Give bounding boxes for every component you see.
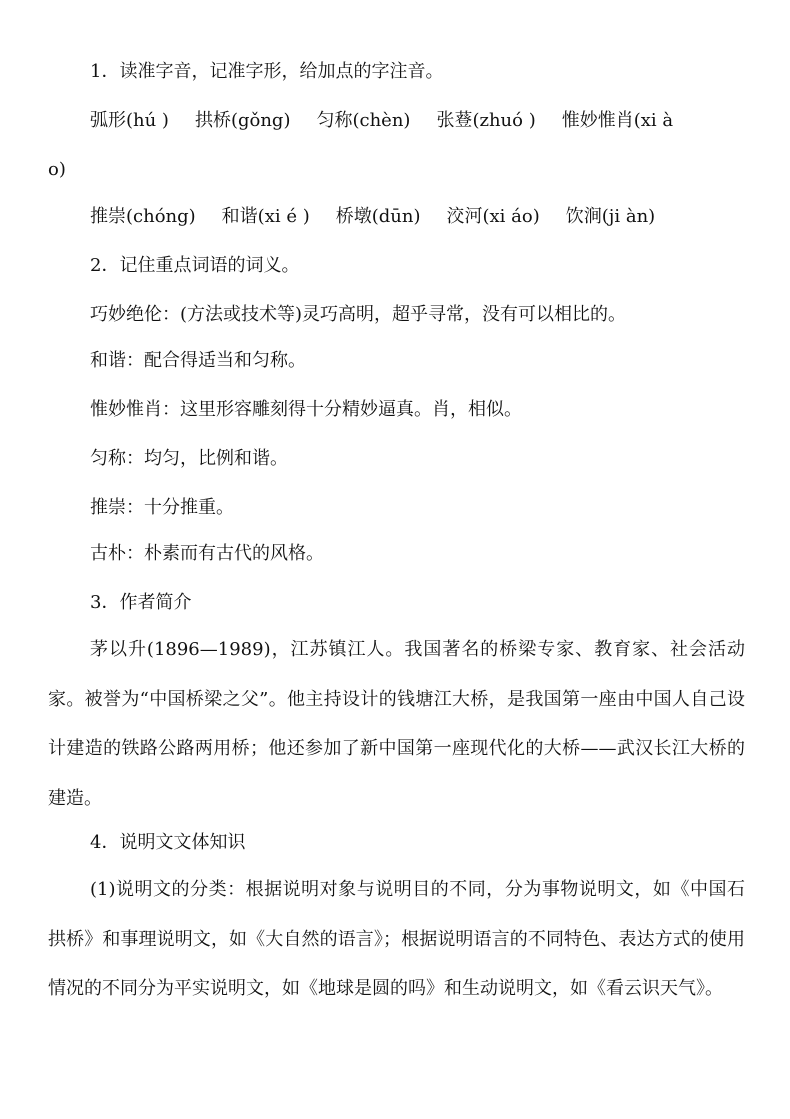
pinyin-row-1-wrap: o) [48,159,66,180]
pinyin-row-2 [90,204,790,230]
pinyin-item: 张䔲(zhuó ) [436,110,536,131]
pinyin-item: 推崇(chóng) [90,206,196,227]
section-2-heading: 2．记住重点词语的词义。 [90,255,300,276]
definition-item: 匀称：均匀，比例和谐。 [90,448,288,469]
pinyin-row-1 [90,108,790,134]
pinyin-item: 桥墩(dūn) [335,206,421,227]
pinyin-item: 饮涧(ji àn) [565,206,656,227]
pinyin-item: 弧形(hú ) [90,110,169,131]
definition-item: 古朴：朴素而有古代的风格。 [90,543,324,564]
definition-item: 和谐：配合得适当和匀称。 [90,350,306,371]
pinyin-item: 惟妙惟肖(xi à [561,110,674,131]
definition-item: 推崇：十分推重。 [90,497,234,518]
section-4-heading: 4．说明文文体知识 [90,832,246,853]
definition-item: 惟妙惟肖：这里形容雕刻得十分精妙逼真。肖，相似。 [90,399,522,420]
section-3-heading: 3．作者简介 [90,592,192,613]
author-bio-paragraph: 茅以升(1896—1989)，江苏镇江人。我国著名的桥梁专家、教育家、社会活动家。被誉为“中国桥梁之父”。他主持设计的钱塘江大桥，是我国第一座由中国人自己设计建造的铁路公路两用桥；他还参加了新中国第一座现代化的大桥——武汉长江大桥的建造。 [48,639,745,810]
pinyin-item: 和谐(xi é ) [221,206,310,227]
pinyin-item: 拱桥(gǒng) [194,110,291,131]
pinyin-item: 洨河(xi áo) [446,206,540,227]
section-1-heading: 1．读准字音，记准字形，给加点的字注音。 [90,61,444,82]
genre-paragraph: (1)说明文的分类：根据说明对象与说明目的不同，分为事物说明文，如《中国石拱桥》和事理说明文，如《大自然的语言》；根据说明语言的不同特色、表达方式的使用情况的不同分为平实说明文，如《地球是圆的吗》和生动说明文，如《看云识天气》。 [48,879,745,1000]
pinyin-item: 匀称(chèn) [316,110,411,131]
definition-item: 巧妙绝伦：(方法或技术等)灵巧高明，超乎寻常，没有可以相比的。 [90,304,627,325]
